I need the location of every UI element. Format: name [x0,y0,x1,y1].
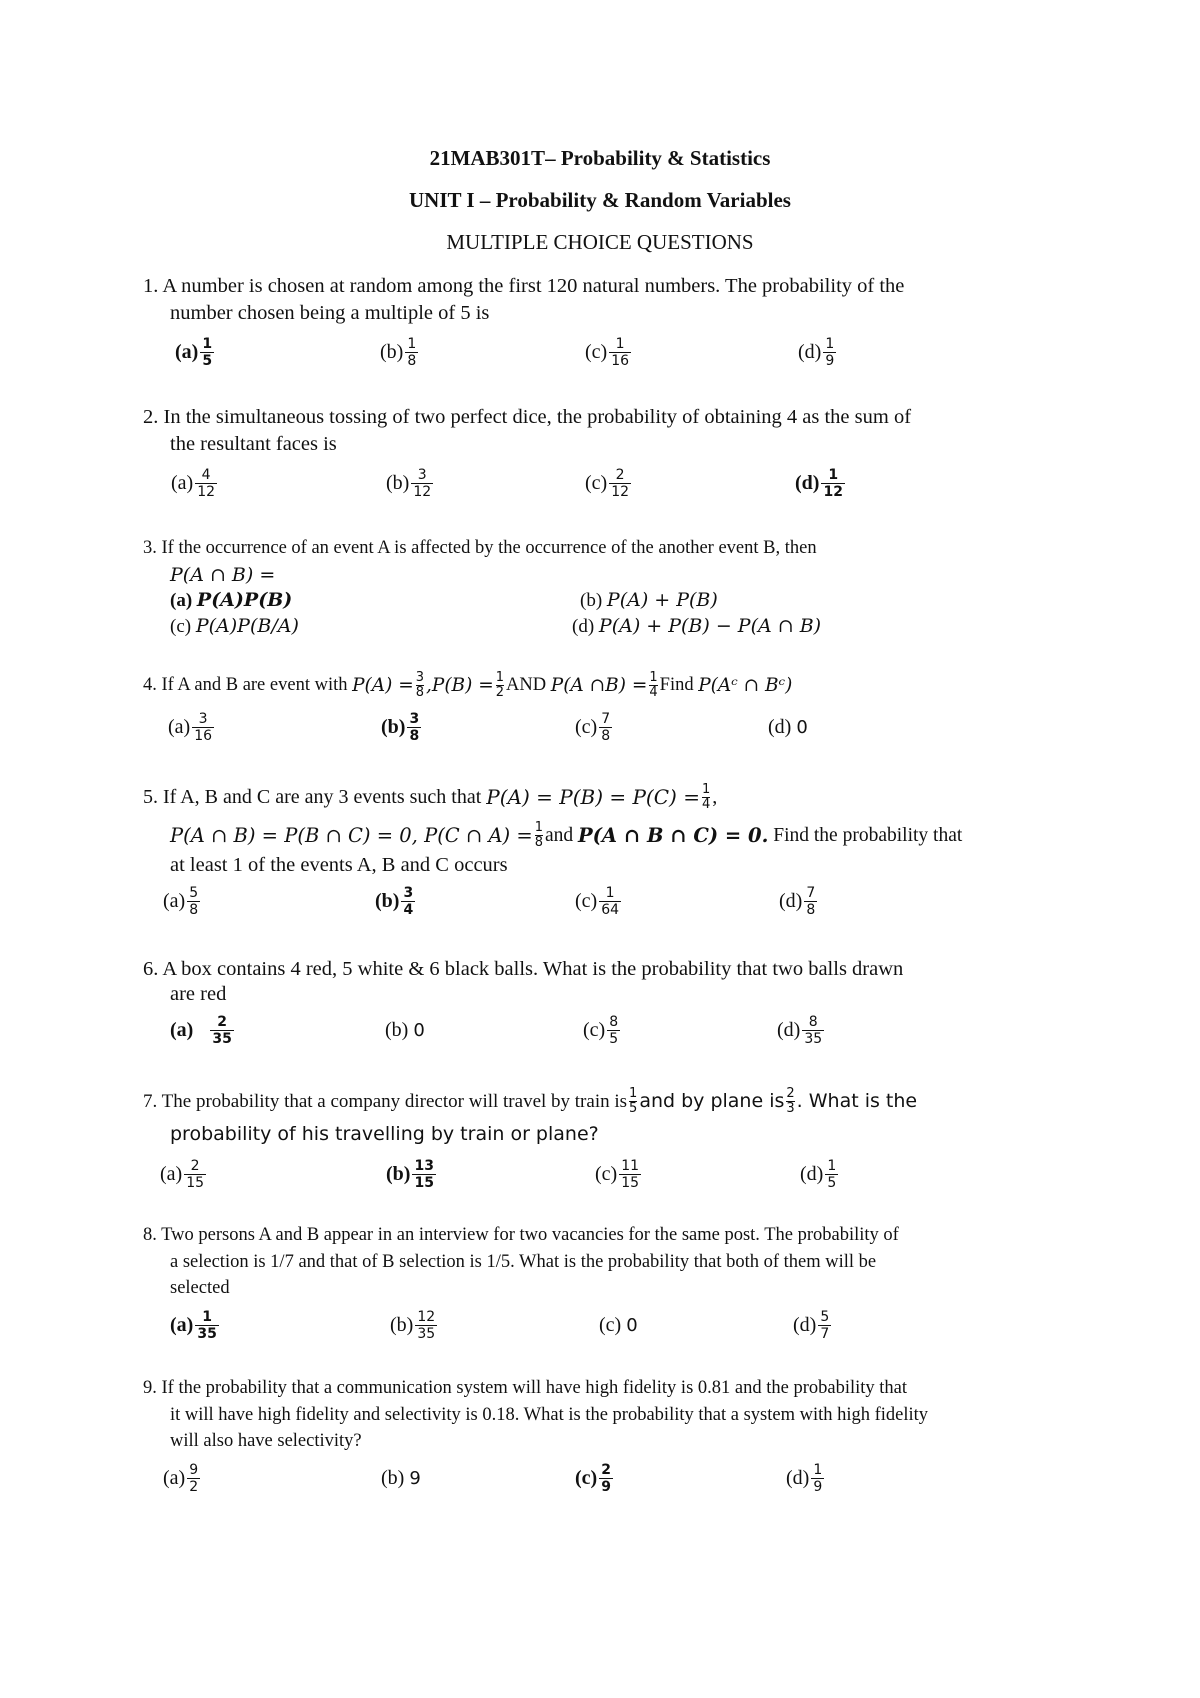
option-d: (d) $\frac{5}{7}$ [793,1308,830,1342]
option-a: (a) P(A)P(B) [170,589,293,611]
options-row [143,615,1073,641]
question-4 [143,668,1073,752]
option-b: (b) $\frac{12}{35}$ [390,1308,436,1342]
option-b: (b) $\frac{13}{15}$ [386,1157,434,1191]
option-b: (b) $\frac{1}{8}$ [380,335,417,369]
option-a: (a) $\frac{1}{5}$ [175,335,213,369]
question-text: the resultant faces is [170,433,337,455]
question-text: P(A ∩ B) = P(B ∩ C) = 0, P(C ∩ A) = $\frac{1}{8}$ and P(A ∩ B ∩ C) = 0. Find the probability that [170,819,963,850]
option-b: (b) P(A) + P(B) [580,589,718,611]
option-c: (c) $\frac{2}{9}$ [575,1461,611,1495]
option-c: (c) $\frac{2}{12}$ [585,466,630,500]
option-c: (c) 0 [599,1313,638,1336]
course-title: 21MAB301T– Probability & Statistics [429,146,771,170]
question-text: 1. A number is chosen at random among the first 120 natural numbers. The probability of the [143,275,905,297]
option-b: (b) $\frac{3}{12}$ [386,466,432,500]
option-c: (c) $\frac{1}{16}$ [585,335,630,369]
options-row [143,1300,1073,1350]
option-d: (d) $\frac{1}{5}$ [800,1157,837,1191]
options-row [143,327,1073,377]
unit-title: UNIT I – Probability & Random Variables [409,188,791,212]
question-2 [143,404,1073,508]
option-b: (b) $\frac{3}{8}$ [381,710,420,744]
options-row [143,1149,1073,1199]
question-text: selected [170,1278,230,1298]
question-text: 5. If A, B and C are any 3 events such that P(A) = P(B) = P(C) = $\frac{1}{4}$ , [143,781,718,812]
option-c: (c) $\frac{1}{64}$ [575,884,620,918]
option-d: (d) $\frac{8}{35}$ [777,1013,823,1047]
question-text: 8. Two persons A and B appear in an interview for two vacancies for the same post. The probability of [143,1225,899,1245]
options-row [143,589,1073,615]
option-c: (c) $\frac{8}{5}$ [583,1013,619,1047]
option-c: (c) $\frac{7}{8}$ [575,710,611,744]
question-text: 2. In the simultaneous tossing of two perfect dice, the probability of obtaining 4 as the sum of [143,406,912,428]
section-title: MULTIPLE CHOICE QUESTIONS [446,230,754,254]
question-1 [143,273,1073,377]
option-a: (a) $\frac{4}{12}$ [171,466,216,500]
option-a: (a) $\frac{2}{35}$ [170,1013,232,1047]
question-text: are red [170,983,227,1005]
question-text: P(A ∩ B) = [170,564,276,586]
option-a: (a) $\frac{9}{2}$ [163,1461,199,1495]
option-d: (d) 0 [768,715,808,738]
question-5 [143,778,1073,926]
question-text: a selection is 1/7 and that of B selection is 1/5. What is the probability that both of them will be [170,1252,877,1272]
question-3 [143,535,1073,641]
option-a: (a) $\frac{2}{15}$ [160,1157,205,1191]
question-text: it will have high fidelity and selectivity is 0.18. What is the probability that a system with high fidelity [170,1405,929,1425]
question-text: 4. If A and B are event with P(A) = $\frac{3}{8}$ ,P(B) = $\frac{1}{2}$ AND P(A ∩B) = $\frac{1}{4}$ Find P(Aᶜ ∩ Bᶜ) [143,669,793,700]
option-d: (d) $\frac{7}{8}$ [779,884,816,918]
option-b: (b) 0 [385,1018,425,1041]
question-7 [143,1083,1073,1199]
option-d: (d) $\frac{1}{9}$ [786,1461,823,1495]
question-text: 9. If the probability that a communication system will have high fidelity is 0.81 and the probability that [143,1378,908,1398]
question-6 [143,956,1073,1055]
option-c: (c) P(A)P(B/A) [170,615,299,637]
options-row [143,1453,1073,1503]
option-b: (b) $\frac{3}{4}$ [375,884,414,918]
option-a: (a) $\frac{1}{35}$ [170,1308,217,1342]
question-text: number chosen being a multiple of 5 is [170,302,490,324]
option-a: (a) $\frac{3}{16}$ [168,710,213,744]
question-text: probability of his travelling by train or plane? [170,1123,599,1145]
option-d: (d) $\frac{1}{9}$ [798,335,835,369]
option-d: (d) P(A) + P(B) − P(A ∩ B) [572,615,822,637]
options-row [143,702,1073,752]
question-9 [143,1375,1073,1503]
options-row [143,458,1073,508]
question-text: 6. A box contains 4 red, 5 white & 6 black balls. What is the probability that two balls drawn [143,958,904,980]
question-8 [143,1222,1073,1350]
question-text: at least 1 of the events A, B and C occurs [170,854,508,876]
question-text: 7. The probability that a company director will travel by train is 1 5 and by plane is 2 3 . What is the [143,1085,918,1116]
question-text: will also have selectivity? [170,1431,362,1451]
question-text: 3. If the occurrence of an event A is affected by the occurrence of the another event B, then [143,538,817,558]
option-d: (d) $\frac{1}{12}$ [795,466,843,500]
option-a: (a) $\frac{5}{8}$ [163,884,199,918]
option-b: (b) 9 [381,1466,421,1489]
options-row [143,1005,1073,1055]
option-c: (c) $\frac{11}{15}$ [595,1157,640,1191]
options-row [143,876,1073,926]
